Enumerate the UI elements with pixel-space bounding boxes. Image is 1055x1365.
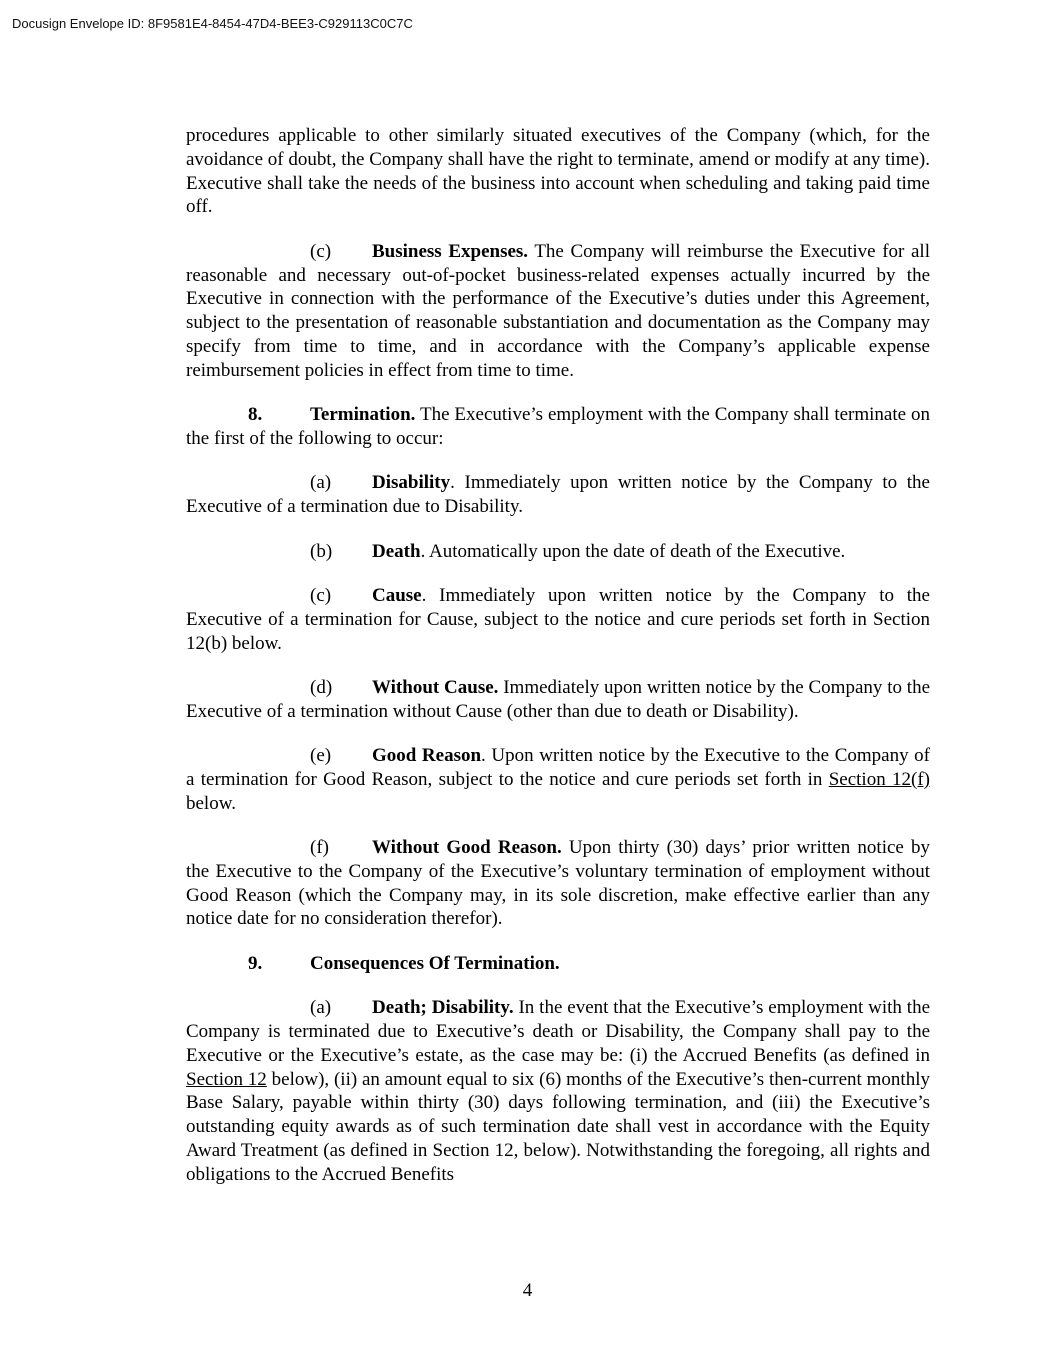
section-text: The Executive’s employment with the Company shall terminate on the first of the following to occur: — [186, 404, 930, 449]
subsection-text-end: below. — [186, 792, 236, 814]
section-reference: Section 12(f) — [828, 768, 930, 790]
subsection-label: (a) — [310, 997, 332, 1019]
section-9a-death-disability — [186, 996, 930, 1186]
subsection-title: Good Reason — [372, 745, 482, 767]
subsection-title: Cause — [372, 584, 422, 606]
subsection-label: (b) — [310, 540, 333, 562]
subsection-title: Disability — [372, 472, 451, 494]
subsection-text-end: below), (ii) an amount equal to six (6) months of the Executive’s then-current monthly Base Salary, payable within thirty (30) days following termination, and (iii) the Executive’s outstanding equity awards as of such termination date shall vest in accordance with the Equity Award Treatment (as defined in Section 12, below). Notwithstanding the foregoing, all rights and obligations to the Accrued Benefits — [186, 1068, 930, 1185]
subsection-title: Without Cause. — [372, 676, 499, 698]
section-7c-business-expenses — [186, 240, 930, 383]
subsection-text: . Automatically upon the date of death of the Executive. — [420, 540, 846, 562]
section-8f-without-good-reason — [186, 836, 930, 931]
subsection-text: . Upon written notice by the Executive to the Company of a termination for Good Reason, subject to the notice and cure periods set forth in — [186, 745, 930, 790]
section-9-consequences — [186, 952, 930, 976]
section-8b-death — [186, 540, 930, 564]
page-number: 4 — [522, 1280, 533, 1301]
continuation-paragraph: procedures applicable to other similarly situated executives of the Company (which, for the avoidance of doubt, the Company shall have the right to terminate, amend or modify at any time). Executive shall take the needs of the business into account when scheduling and taking paid time off. — [186, 125, 930, 218]
subsection-text: In the event that the Executive’s employment with the Company is terminated due to Executive’s death or Disability, the Company shall pay to the Executive or the Executive’s estate, as the case may be: (i) the Accrued Benefits (as defined in — [186, 997, 931, 1066]
docusign-envelope-id: Docusign Envelope ID: 8F9581E4-8454-47D4-BEE3-C929113C0C7C — [12, 16, 413, 31]
subsection-label: (c) — [310, 584, 332, 606]
subsection-label: (a) — [310, 472, 332, 494]
section-8a-disability — [186, 471, 930, 519]
section-reference: Section 12 — [186, 1068, 267, 1090]
section-number: 8. — [248, 404, 263, 426]
section-8d-without-cause — [186, 676, 930, 724]
subsection-label: (f) — [310, 837, 329, 859]
subsection-label: (e) — [310, 745, 332, 767]
subsection-label: (c) — [310, 240, 332, 262]
subsection-title: Death — [372, 540, 421, 562]
subsection-text: . Immediately upon written notice by the Company to the Executive of a termination for Cause, subject to the notice and cure periods set forth in Section 12(b) below. — [186, 584, 930, 654]
subsection-label: (d) — [310, 676, 333, 698]
subsection-text: Immediately upon written notice by the Company to the Executive of a termination without Cause (other than due to death or Disability). — [186, 676, 930, 722]
section-8-termination — [186, 403, 930, 451]
section-number: 9. — [248, 952, 263, 974]
section-title: Consequences Of Termination. — [310, 952, 560, 974]
subsection-title: Death; Disability. — [372, 997, 514, 1019]
section-8e-good-reason — [186, 744, 930, 815]
section-title: Termination. — [310, 404, 416, 426]
subsection-text: . Immediately upon written notice by the Company to the Executive of a termination due to Disability. — [186, 472, 930, 518]
subsection-title: Without Good Reason. — [372, 837, 562, 859]
subsection-title: Business Expenses. — [372, 240, 529, 262]
subsection-text: Upon thirty (30) days’ prior written notice by the Executive to the Company of the Executive’s voluntary termination of employment without Good Reason (which the Company may, in its sole discretion, make effective earlier than any notice date for no consideration therefor). — [186, 837, 930, 930]
subsection-text: The Company will reimburse the Executive for all reasonable and necessary out-of-pocket business-related expenses actually incurred by the Executive in connection with the performance of the Executive’s duties under this Agreement, subject to the presentation of reasonable substantiation and documentation as the Company may specify from time to time, and in accordance with the Company’s applicable expense reimbursement policies in effect from time to time. — [186, 240, 930, 381]
document-body — [186, 124, 930, 1207]
section-8c-cause — [186, 584, 930, 655]
